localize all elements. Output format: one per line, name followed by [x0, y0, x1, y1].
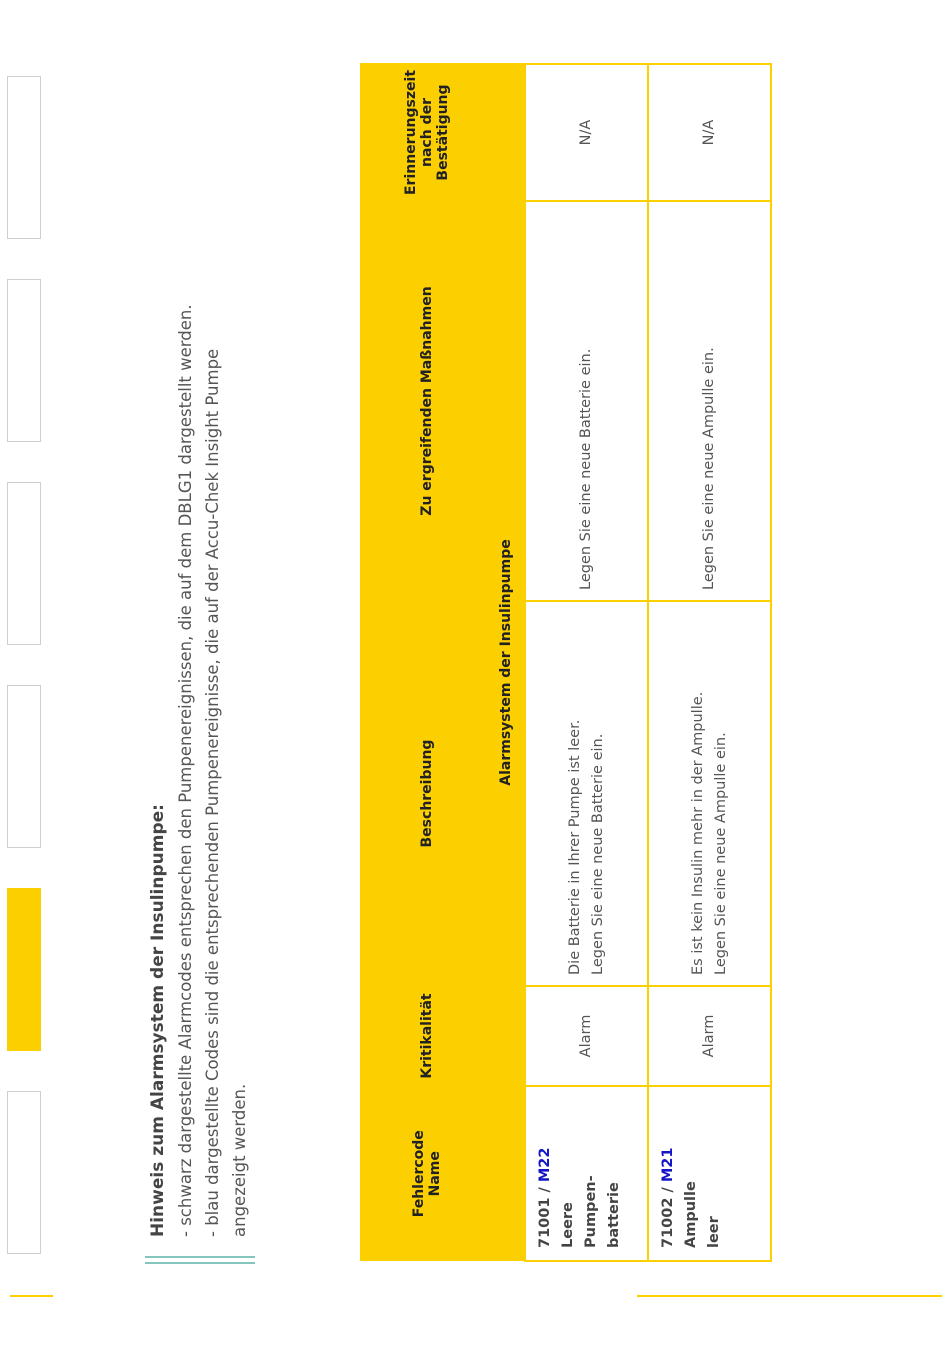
cell-code-name: [648, 1086, 771, 1261]
note-accent-bar: [145, 1256, 255, 1264]
header-measures: Zu ergreifenden Maßnahmen: [360, 201, 495, 601]
cell-criticality: Alarm: [648, 986, 771, 1086]
cell-code-name: [525, 1086, 648, 1261]
note-line-1: - schwarz dargestellte Alarmcodes entsprechen den Pumpenereignissen, die auf dem DBLG1 dargestellt werden.: [176, 304, 195, 1237]
cell-measures: Legen Sie eine neue Batterie ein.: [525, 201, 648, 601]
note-line-2: - blau dargestellte Codes sind die entsprechenden Pumpenereignisse, die auf der Accu-Chek Insight Pumpe: [203, 348, 222, 1237]
table-header-row: [360, 64, 495, 1261]
header-criticality: Kritikalität: [360, 986, 495, 1086]
alarm-name: Leere Pumpen- batterie: [560, 1175, 622, 1248]
note-title: Hinweis zum Alarmsystem der Insulinpumpe:: [148, 804, 168, 1237]
insight-code: M22: [537, 1147, 553, 1183]
pump-alarm-table: [360, 63, 772, 1262]
header-code-name: Fehlercode Name: [360, 1086, 495, 1261]
table-row: [648, 64, 771, 1261]
cell-description: Es ist kein Insulin mehr in der Ampulle. Legen Sie eine neue Ampulle ein.: [648, 601, 771, 986]
cell-reminder: N/A: [648, 64, 771, 201]
alarm-code: 71002 /: [660, 1182, 676, 1248]
pump-alarm-note: [145, 137, 253, 1237]
cell-reminder: N/A: [525, 64, 648, 201]
alarm-code: 71001 /: [537, 1182, 553, 1248]
note-line-3: angezeigt werden.: [230, 1083, 249, 1237]
cell-description: Die Batterie in Ihrer Pumpe ist leer. Legen Sie eine neue Batterie ein.: [525, 601, 648, 986]
cell-criticality: Alarm: [525, 986, 648, 1086]
alarm-name: Ampulle leer: [683, 1181, 722, 1248]
section-row: [495, 64, 526, 1261]
insight-code: M21: [660, 1147, 676, 1183]
cell-measures: Legen Sie eine neue Ampulle ein.: [648, 201, 771, 601]
header-reminder: Erinnerungszeit nach der Bestätigung: [360, 64, 495, 201]
section-title: Alarmsystem der Insulinpumpe: [495, 64, 526, 1261]
header-description: Beschreibung: [360, 601, 495, 986]
table-row: [525, 64, 648, 1261]
